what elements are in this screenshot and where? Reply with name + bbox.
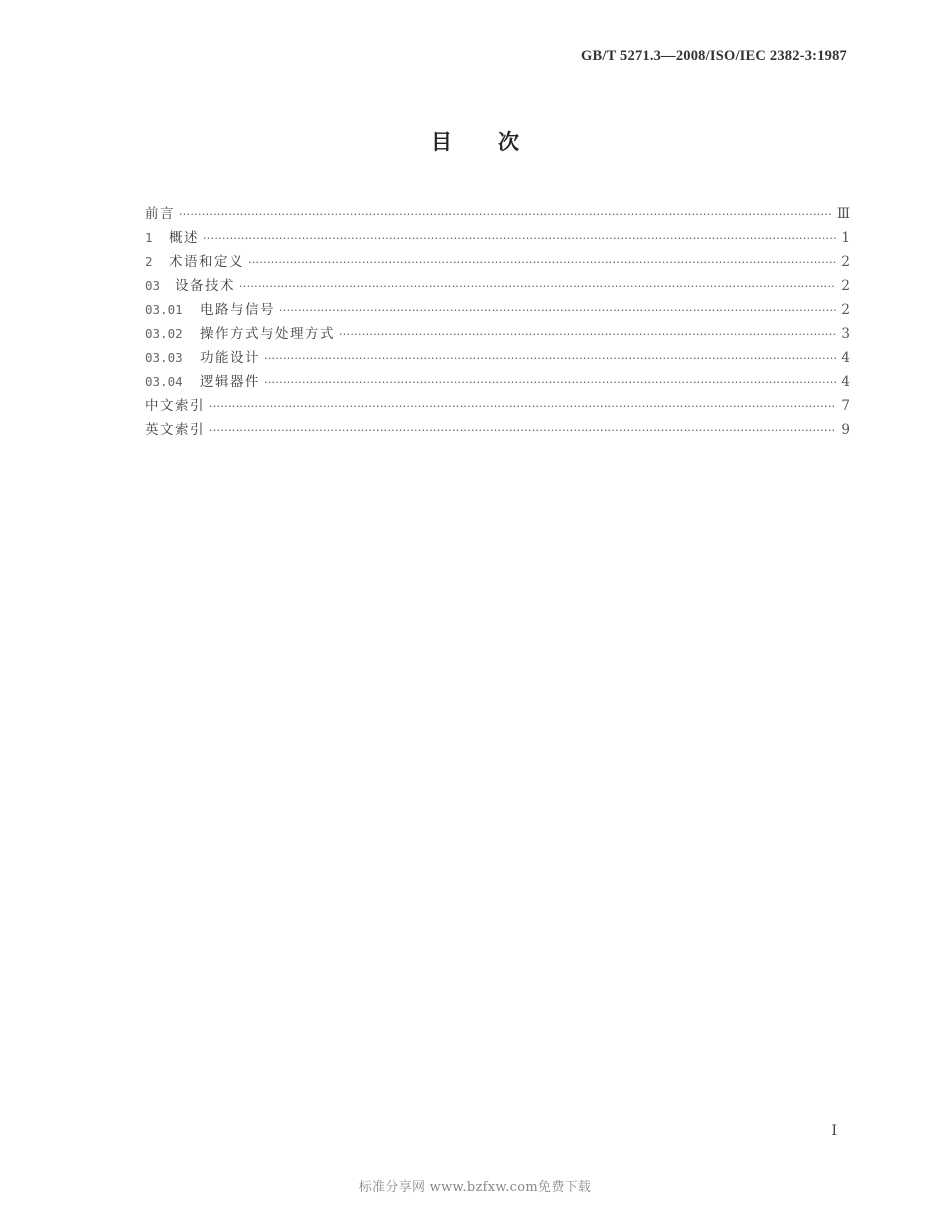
toc-leader-dots (179, 208, 833, 221)
toc-label: 设备技术 (175, 278, 235, 294)
watermark-text: 标准分享网 www.bzfxw.com免费下载 (358, 1180, 592, 1195)
toc-label: 电路与信号 (200, 302, 275, 318)
toc-entry-1[interactable] (145, 226, 850, 250)
toc-entry-03-01[interactable] (145, 298, 850, 322)
toc-entry-03-03[interactable] (145, 346, 850, 370)
toc-number: 1 (145, 230, 153, 245)
toc-number: 03.04 (145, 374, 183, 389)
toc-page-number: 4 (841, 374, 850, 390)
toc-leader-dots (339, 328, 836, 341)
page-title-char-2: 次 (498, 130, 519, 154)
toc-number: 2 (145, 254, 153, 269)
page-folio: I (831, 1123, 837, 1139)
toc-leader-dots (239, 280, 836, 293)
standard-code: GB/T 5271.3—2008/ISO/IEC 2382-3:1987 (581, 48, 847, 64)
toc-page-number: 2 (841, 278, 850, 294)
toc-leader-dots (279, 304, 836, 317)
toc-page-number: 1 (841, 230, 850, 246)
toc-entry-03-04[interactable] (145, 370, 850, 394)
toc-entry-preface[interactable] (145, 202, 850, 226)
toc-entry-03-02[interactable] (145, 322, 850, 346)
page-title-char-1: 目 (431, 130, 452, 154)
toc-number: 03.03 (145, 350, 183, 365)
toc-page-number: 7 (841, 398, 850, 414)
toc-label: 术语和定义 (169, 254, 244, 270)
toc-page-number: 2 (841, 302, 850, 318)
toc-label: 中文索引 (145, 398, 205, 414)
toc-entry-03[interactable] (145, 274, 850, 298)
toc-number: 03.02 (145, 326, 183, 341)
toc-label: 概述 (169, 230, 199, 246)
toc-page-number: 2 (841, 254, 850, 270)
toc-page-number: 3 (841, 326, 850, 342)
page-title (0, 126, 950, 156)
toc-page-number: Ⅲ (836, 206, 850, 222)
toc-label: 功能设计 (200, 350, 260, 366)
toc-entry-2[interactable] (145, 250, 850, 274)
toc-page-number: 9 (841, 422, 850, 438)
toc-number: 03.01 (145, 302, 183, 317)
toc-number: 03 (145, 278, 161, 293)
table-of-contents (145, 202, 850, 442)
toc-label: 操作方式与处理方式 (200, 326, 335, 342)
toc-leader-dots (264, 352, 836, 365)
toc-label: 英文索引 (145, 422, 205, 438)
toc-page-number: 4 (841, 350, 850, 366)
toc-label: 逻辑器件 (200, 374, 260, 390)
toc-entry-chinese-index[interactable] (145, 394, 850, 418)
toc-leader-dots (264, 376, 836, 389)
toc-leader-dots (248, 256, 836, 269)
toc-leader-dots (209, 400, 836, 413)
toc-leader-dots (203, 232, 836, 245)
toc-entry-english-index[interactable] (145, 418, 850, 442)
toc-label: 前言 (145, 206, 175, 222)
toc-leader-dots (209, 424, 836, 437)
